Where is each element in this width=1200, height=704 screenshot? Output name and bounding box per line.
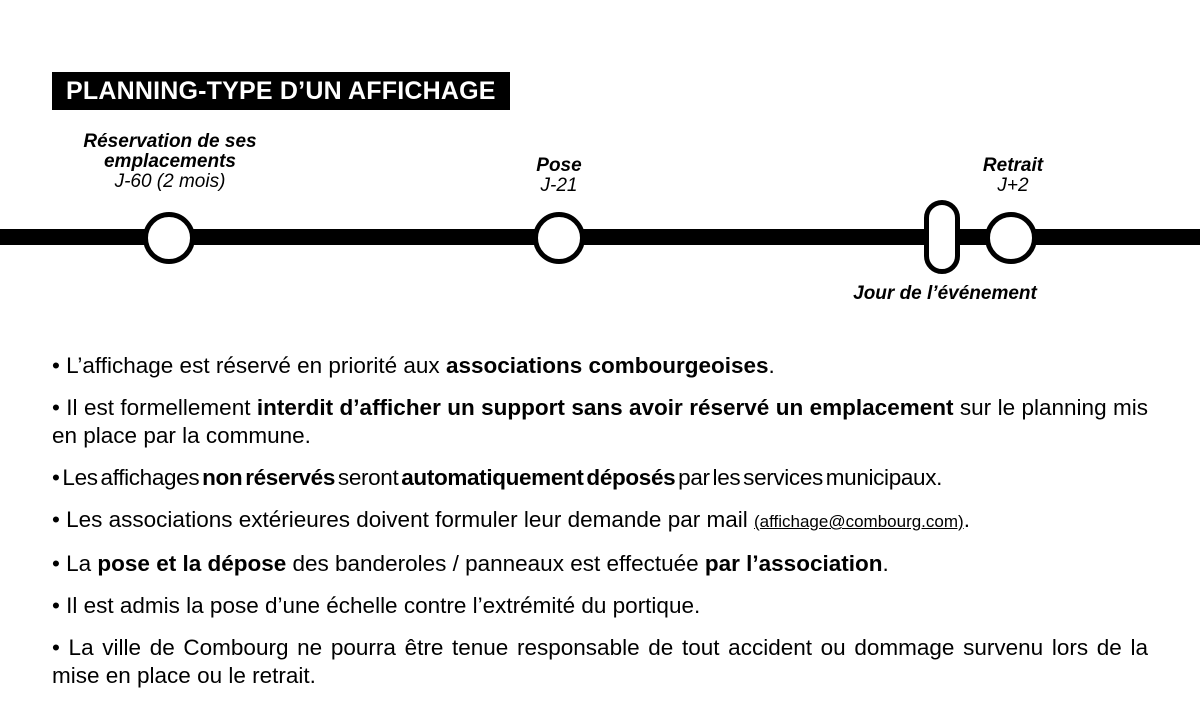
event-day-title: Jour de l’événement <box>853 283 1037 304</box>
milestone-pose-label <box>499 156 619 196</box>
rule-item: • Les associations extérieures doivent formuler leur demande par mail (affichage@combourg.com). <box>52 507 970 532</box>
milestone-retrait-label <box>953 156 1073 196</box>
milestone-reservation-label <box>40 132 300 192</box>
milestone-pose-marker <box>533 212 585 264</box>
milestone-retrait-date: J+2 <box>997 175 1029 196</box>
rule-item: • Les affichages non réservés seront automatiquement déposés par les services municipaux. <box>52 465 942 490</box>
rule-item: • Il est admis la pose d’une échelle contre l’extrémité du portique. <box>52 593 701 618</box>
rule-item: • La pose et la dépose des banderoles / panneaux est effectuée par l’association. <box>52 551 889 576</box>
page-title: PLANNING-TYPE D’UN AFFICHAGE <box>52 72 510 110</box>
milestone-reservation-title-2: emplacements <box>103 151 236 172</box>
milestone-retrait-marker <box>985 212 1037 264</box>
email-address[interactable]: (affichage@combourg.com) <box>753 512 964 531</box>
rule-item: • Il est formellement interdit d’afficher un support sans avoir réservé un emplacement sur le planning mis en place par la commune. <box>52 395 1148 448</box>
event-day-marker <box>924 200 960 274</box>
rules-list <box>52 352 1148 704</box>
milestone-pose-title: Pose <box>536 155 582 176</box>
event-day-label <box>820 284 1070 304</box>
milestone-pose-date: J-21 <box>540 175 578 196</box>
milestone-reservation-title-1: Réservation de ses <box>83 131 257 152</box>
rule-item: • L’affichage est réservé en priorité aux associations combourgeoises. <box>52 353 775 378</box>
milestone-reservation-marker <box>143 212 195 264</box>
rule-item: • La ville de Combourg ne pourra être tenue responsable de tout accident ou dommage survenu lors de la mise en place ou le retrait. <box>52 635 1148 688</box>
milestone-retrait-title: Retrait <box>982 155 1044 176</box>
milestone-reservation-date: J-60 (2 mois) <box>114 171 226 192</box>
